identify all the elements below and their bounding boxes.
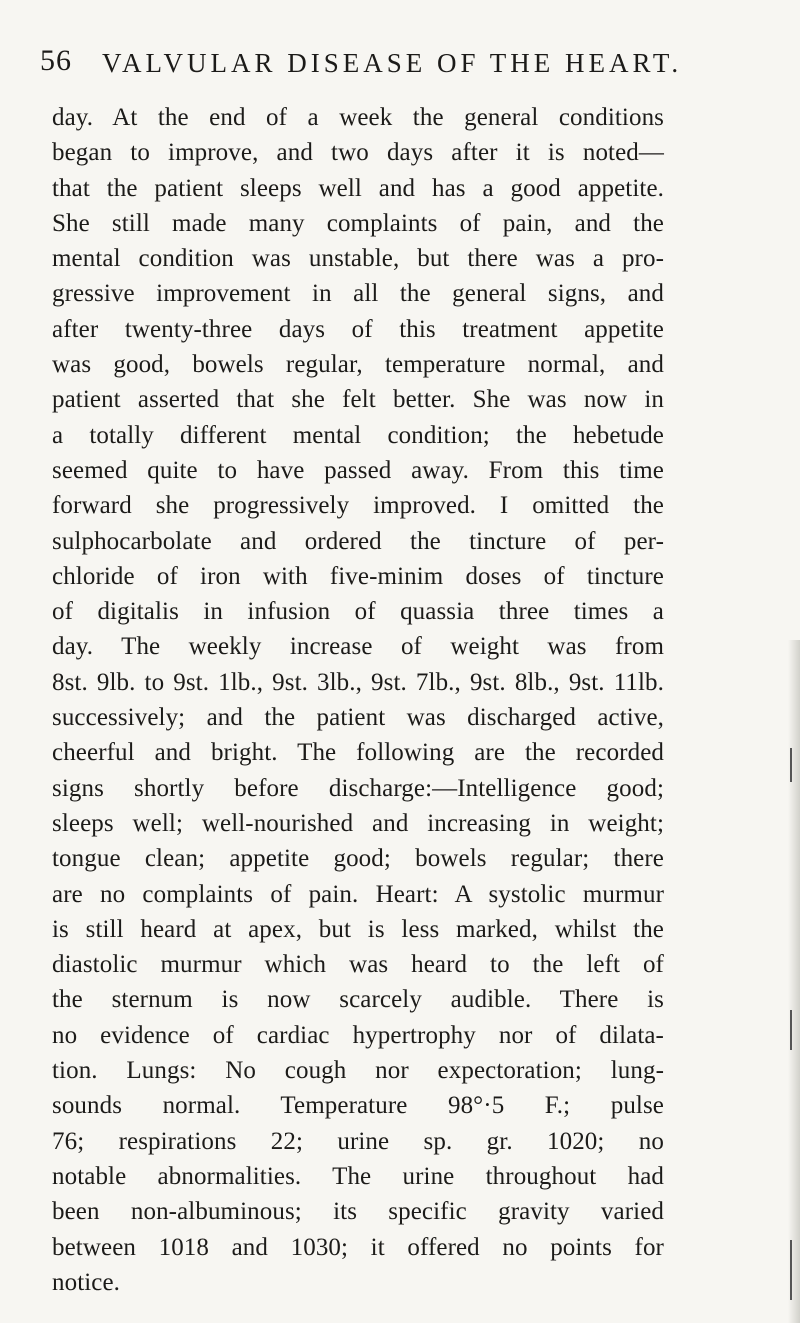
body-text: [52, 100, 664, 1300]
text-line: chloride of iron with five-minim doses of tincture: [52, 562, 664, 590]
text-line: successively; and the patient was discharged active,: [52, 704, 664, 732]
page-number: 56: [40, 44, 72, 77]
text-line: signs shortly before discharge:—Intelligence good;: [52, 774, 664, 802]
text-line: of digitalis in infusion of quassia three times a: [52, 598, 664, 626]
page-header: [40, 44, 740, 84]
text-line: after twenty-three days of this treatment appetite: [52, 315, 664, 343]
text-line: that the patient sleeps well and has a good appetite.: [52, 174, 664, 202]
text-line: seemed quite to have passed away. From this time: [52, 456, 664, 484]
running-head: VALVULAR DISEASE OF THE HEART.: [102, 48, 683, 78]
edge-mark: [790, 1010, 792, 1050]
text-line: day. At the end of a week the general conditions: [52, 104, 664, 131]
text-line: 76; respirations 22; urine sp. gr. 1020; no: [52, 1127, 664, 1155]
text-line: is still heard at apex, but is less marked, whilst the: [52, 915, 664, 943]
text-line: sulphocarbolate and ordered the tincture of per-: [52, 527, 664, 555]
text-line: are no complaints of pain. Heart: A systolic murmur: [52, 880, 664, 908]
text-line: notice.: [52, 1268, 121, 1296]
text-line: gressive improvement in all the general signs, and: [52, 280, 664, 308]
text-line: day. The weekly increase of weight was from: [52, 633, 664, 661]
edge-mark: [790, 1240, 792, 1300]
edge-mark: [790, 748, 792, 782]
text-line: no evidence of cardiac hypertrophy nor of dilata-: [52, 1021, 664, 1049]
text-line: began to improve, and two days after it is noted—: [52, 139, 664, 167]
text-line: was good, bowels regular, temperature normal, and: [52, 351, 664, 379]
text-line: tongue clean; appetite good; bowels regular; there: [52, 845, 664, 873]
text-line: between 1018 and 1030; it offered no points for: [52, 1233, 664, 1261]
text-line: been non-albuminous; its specific gravity varied: [52, 1198, 664, 1226]
text-line: diastolic murmur which was heard to the left of: [52, 951, 664, 979]
text-line: notable abnormalities. The urine throughout had: [52, 1162, 664, 1190]
text-line: mental condition was unstable, but there was a pro-: [52, 245, 664, 273]
text-line: tion. Lungs: No cough nor expectoration; lung-: [52, 1057, 664, 1085]
text-line: sleeps well; well-nourished and increasing in weight;: [52, 809, 664, 837]
text-line: 8st. 9lb. to 9st. 1lb., 9st. 3lb., 9st. 7lb., 9st. 8lb., 9st. 11lb.: [52, 668, 664, 696]
text-line: forward she progressively improved. I omitted the: [52, 492, 664, 520]
text-line: the sternum is now scarcely audible. There is: [52, 986, 664, 1014]
text-line: patient asserted that she felt better. She was now in: [52, 386, 664, 414]
page-edge-shadow: [788, 640, 800, 1323]
text-line: sounds normal. Temperature 98°·5 F.; pulse: [52, 1092, 664, 1120]
text-line: a totally different mental condition; the hebetude: [52, 421, 664, 449]
text-line: cheerful and bright. The following are the recorded: [52, 739, 664, 767]
text-line: She still made many complaints of pain, and the: [52, 209, 664, 237]
